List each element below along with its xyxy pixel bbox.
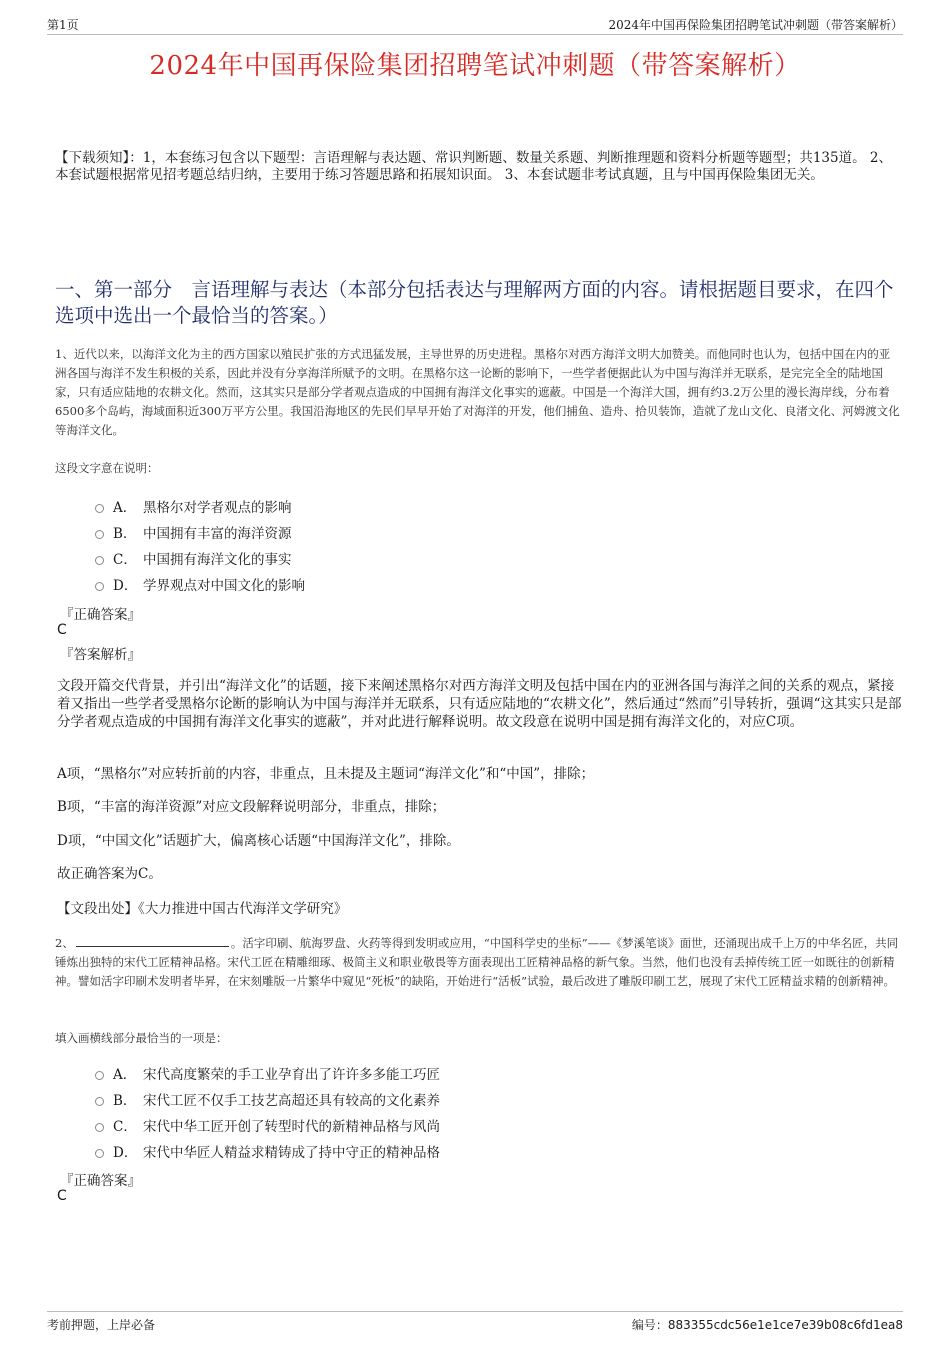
q2-question: 填入画横线部分最恰当的一项是： xyxy=(55,1031,228,1045)
option-key: A． xyxy=(113,500,137,516)
footer-slogan: 考前押题，上岸必备 xyxy=(47,1318,156,1332)
page-header xyxy=(47,14,903,35)
radio-icon[interactable] xyxy=(95,530,104,539)
q2-option-b[interactable] xyxy=(95,1089,440,1109)
section-title: 一、第一部分 言语理解与表达（本部分包括表达与理解两方面的内容。请根据题目要求，在四个选项中选出一个最恰当的答案。） xyxy=(55,278,894,327)
q1-analysis-d: D项，“中国文化”话题扩大，偏离核心话题“中国海洋文化”，排除。 xyxy=(57,833,460,849)
radio-icon[interactable] xyxy=(95,556,104,565)
q1-answer-label: 『正确答案』 xyxy=(60,607,141,623)
q2-answer: C xyxy=(57,1188,67,1204)
q1-source: 【文段出处】《大力推进中国古代海洋文学研究》 xyxy=(57,901,348,917)
option-text: 宋代中华工匠开创了转型时代的新精神品格与风尚 xyxy=(143,1119,440,1135)
q1-analysis-conclusion: 故正确答案为C。 xyxy=(57,866,162,882)
option-key: B． xyxy=(113,1093,137,1109)
q1-option-d[interactable] xyxy=(95,574,305,594)
option-text: 宋代工匠不仅手工技艺高超还具有较高的文化素养 xyxy=(143,1093,440,1109)
option-key: C． xyxy=(113,1119,137,1135)
document-title: 2024年中国再保险集团招聘笔试冲刺题（带答案解析） xyxy=(149,51,801,81)
q2-answer-label: 『正确答案』 xyxy=(60,1173,141,1189)
option-key: B． xyxy=(113,526,137,542)
option-key: C． xyxy=(113,552,137,568)
q2-option-c[interactable] xyxy=(95,1115,440,1135)
option-text: 中国拥有丰富的海洋资源 xyxy=(143,526,292,542)
q1-option-a[interactable] xyxy=(95,496,292,516)
option-key: D． xyxy=(113,578,138,594)
q1-analysis-label: 『答案解析』 xyxy=(60,647,141,663)
q1-passage: 1、近代以来，以海洋文化为主的西方国家以殖民扩张的方式迅猛发展，主导世界的历史进程。黑格尔对西方海洋文明大加赞美。而他同时也认为，包括中国在内的亚洲各国与海洋不发生积极的关系，因此并没有分享海洋所赋予的文明。在黑格尔这一论断的影响下，一些学者便据此认为中国与海洋并无联系，是完完全全的陆地国家，只有适应陆地的农耕文化。然而，这其实只是部分学者观点造成的中国拥有海洋文化事实的遮蔽。中国是一个海洋大国，拥有约3.2万公里的漫长海岸线，分布着6500多个岛屿，海域面积近300万平方公里。我国沿海地区的先民们早早开始了对海洋的开发，他们捕鱼、造舟、拾贝装饰，造就了龙山文化、良渚文化、河姆渡文化等海洋文化。 xyxy=(55,347,900,437)
q1-analysis-a: A项，“黑格尔”对应转折前的内容，非重点，且未提及主题词“海洋文化”和“中国”，排除； xyxy=(57,766,595,782)
q1-analysis-b: B项，“丰富的海洋资源”对应文段解释说明部分，非重点，排除； xyxy=(57,799,446,815)
option-text: 学界观点对中国文化的影响 xyxy=(143,578,305,594)
radio-icon[interactable] xyxy=(95,1097,104,1106)
header-doc-title: 2024年中国再保险集团招聘笔试冲刺题（带答案解析） xyxy=(608,18,903,32)
fill-blank-line xyxy=(76,936,229,947)
q1-option-c[interactable] xyxy=(95,548,292,568)
option-text: 宋代高度繁荣的手工业孕育出了许许多多能工巧匠 xyxy=(143,1067,440,1083)
page-number: 第1页 xyxy=(47,18,79,32)
radio-icon[interactable] xyxy=(95,582,104,591)
page-footer xyxy=(47,1311,903,1332)
option-key: D． xyxy=(113,1145,138,1161)
q1-question: 这段文字意在说明： xyxy=(55,461,159,475)
q2-option-d[interactable] xyxy=(95,1141,440,1161)
q2-passage xyxy=(55,934,900,991)
option-text: 宋代中华匠人精益求精铸成了持中守正的精神品格 xyxy=(143,1145,440,1161)
q1-option-b[interactable] xyxy=(95,522,292,542)
footer-code xyxy=(632,1316,903,1333)
radio-icon[interactable] xyxy=(95,1123,104,1132)
q1-answer: C xyxy=(57,622,67,638)
download-notice: 【下载须知】：1，本套练习包含以下题型：言语理解与表达题、常识判断题、数量关系题、判断推理题和资料分析题等题型；共135道。 2、本套试题根据常见招考题总结归纳，主要用于练习答题思路和拓展知识面。 3、本套试题非考试真题，且与中国再保险集团无关。 xyxy=(55,150,892,183)
q2-number: 2、 xyxy=(55,936,74,950)
code-value: 883355cdc56e1e1ce7e39b08c6fd1ea8 xyxy=(667,1318,903,1332)
option-text: 黑格尔对学者观点的影响 xyxy=(143,500,292,516)
q2-passage-text: 。活字印刷、航海罗盘、火药等得到发明或应用，“中国科学史的坐标”——《梦溪笔谈》面世，还涌现出成千上万的中华名匠，共同锤炼出独特的宋代工匠精神品格。宋代工匠在精雕细琢、极简主义和职业敬畏等方面表现出工匠精神品格的新气象。当然，他们也没有丢掉传统工匠一如既往的创新精神。譬如活字印刷术发明者毕昇，在宋刻雕版一片繁华中窥见“死板”的缺陷，开始进行“活板”试验，最后改进了雕版印刷工艺，展现了宋代工匠精益求精的创新精神。 xyxy=(55,936,899,988)
radio-icon[interactable] xyxy=(95,504,104,513)
radio-icon[interactable] xyxy=(95,1071,104,1080)
radio-icon[interactable] xyxy=(95,1149,104,1158)
code-label: 编号： xyxy=(631,1318,668,1332)
q1-analysis-main: 文段开篇交代背景，并引出“海洋文化”的话题，接下来阐述黑格尔对西方海洋文明及包括中国在内的亚洲各国与海洋之间的关系的观点，紧接着又指出一些学者受黑格尔论断的影响认为中国与海洋并无联系，只有适应陆地的“农耕文化”，然后通过“然而”引导转折，强调“这其实只是部分学者观点造成的中国拥有海洋文化事实的遮蔽”，并对此进行解释说明。故文段意在说明中国是拥有海洋文化的，对应C项。 xyxy=(57,678,902,730)
q2-option-a[interactable] xyxy=(95,1063,440,1083)
option-key: A． xyxy=(113,1067,137,1083)
option-text: 中国拥有海洋文化的事实 xyxy=(143,552,292,568)
